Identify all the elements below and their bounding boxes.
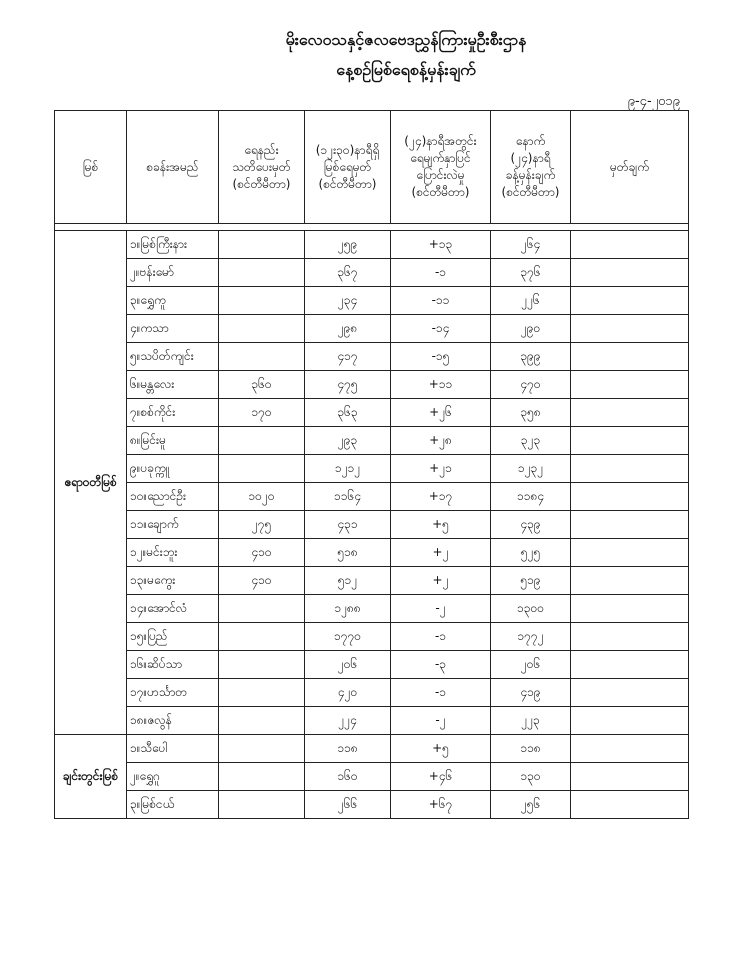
change-cell: +၂၆ xyxy=(391,399,491,427)
water-level-table xyxy=(54,110,689,819)
river-name: ချင်းတွင်းမြစ် xyxy=(55,735,127,819)
remark-cell xyxy=(571,455,689,483)
station-cell: ၂။ရွှေဂူ xyxy=(127,763,219,791)
col-station-header xyxy=(127,111,219,224)
forecast-cell: ၁၃၀၀ xyxy=(491,595,571,623)
remark-cell xyxy=(571,483,689,511)
forecast-cell: ၃၇၆ xyxy=(491,259,571,287)
change-cell: +၂ xyxy=(391,539,491,567)
change-cell: +၅ xyxy=(391,511,491,539)
remark-cell xyxy=(571,343,689,371)
level-cell: ၄၂၀ xyxy=(305,679,391,707)
table-row xyxy=(55,735,689,763)
station-cell: ၁၀။ညောင်ဦး xyxy=(127,483,219,511)
station-cell: ၁၁။ချောက် xyxy=(127,511,219,539)
level-cell: ၅၁၂ xyxy=(305,567,391,595)
level-cell: ၂၉၈ xyxy=(305,315,391,343)
change-cell: +၂၈ xyxy=(391,427,491,455)
warning-cell xyxy=(219,623,305,651)
change-cell: -၃ xyxy=(391,651,491,679)
remark-cell xyxy=(571,763,689,791)
warning-cell xyxy=(219,791,305,819)
level-cell: ၃၆၃ xyxy=(305,399,391,427)
remark-cell xyxy=(571,259,689,287)
table-row xyxy=(55,567,689,595)
header-text: (စင်တီမီတာ) xyxy=(501,185,560,199)
header-text: ခန့်မှန်းချက် xyxy=(505,168,556,182)
forecast-cell: ၂၉၀ xyxy=(491,315,571,343)
change-cell: +၅ xyxy=(391,735,491,763)
station-cell: ၅။သပိတ်ကျင်း xyxy=(127,343,219,371)
remark-cell xyxy=(571,287,689,315)
remark-cell xyxy=(571,315,689,343)
level-cell: ၂၆၆ xyxy=(305,791,391,819)
remark-cell xyxy=(571,399,689,427)
remark-cell xyxy=(571,371,689,399)
header-text: မြစ်ရေမှတ် xyxy=(323,159,372,174)
forecast-cell: ၃၉၉ xyxy=(491,343,571,371)
warning-cell xyxy=(219,455,305,483)
table-row xyxy=(55,595,689,623)
change-cell: -၁ xyxy=(391,259,491,287)
change-cell: -၁၅ xyxy=(391,343,491,371)
header-text: မှတ်ချက် xyxy=(610,159,649,174)
change-cell: -၂ xyxy=(391,707,491,735)
table-row xyxy=(55,343,689,371)
col-change-header xyxy=(391,111,491,224)
level-cell: ၃၆၇ xyxy=(305,259,391,287)
level-cell: ၂၃၄ xyxy=(305,287,391,315)
level-cell: ၂၅၉ xyxy=(305,231,391,259)
header-text: ပြောင်းလဲမှု xyxy=(416,168,465,182)
forecast-cell: ၅၂၅ xyxy=(491,539,571,567)
remark-cell xyxy=(571,791,689,819)
warning-cell: ၁၀၂၀ xyxy=(219,483,305,511)
station-cell: ၄။ကသာ xyxy=(127,315,219,343)
header-text: မြစ် xyxy=(82,159,99,174)
warning-cell: ၄၁၀ xyxy=(219,567,305,595)
table-row xyxy=(55,231,689,259)
station-cell: ၇။စစ်ကိုင်း xyxy=(127,399,219,427)
col-forecast-header xyxy=(491,111,571,224)
warning-cell xyxy=(219,707,305,735)
warning-cell: ၄၁၀ xyxy=(219,539,305,567)
remark-cell xyxy=(571,679,689,707)
station-cell: ၁၈။ဇလွန် xyxy=(127,707,219,735)
col-river-header xyxy=(55,111,127,224)
change-cell: -၂ xyxy=(391,595,491,623)
header-text: (စင်တီမီတာ) xyxy=(232,176,291,191)
header-text: သတိပေးမှတ် xyxy=(232,159,291,174)
station-cell: ၃။မြစ်ငယ် xyxy=(127,791,219,819)
warning-cell xyxy=(219,427,305,455)
station-cell: ၉။ပခုက္ကူ xyxy=(127,455,219,483)
forecast-cell: ၅၁၉ xyxy=(491,567,571,595)
table-row xyxy=(55,539,689,567)
level-cell: ၄၃၁ xyxy=(305,511,391,539)
change-cell: -၁ xyxy=(391,623,491,651)
station-cell: ၁၃။မကွေး xyxy=(127,567,219,595)
col-warning-header xyxy=(219,111,305,224)
col-remark-header xyxy=(571,111,689,224)
level-cell: ၂၂၄ xyxy=(305,707,391,735)
forecast-cell: ၁၁၈၄ xyxy=(491,483,571,511)
forecast-cell: ၄၁၉ xyxy=(491,679,571,707)
table-row xyxy=(55,511,689,539)
station-cell: ၁။သီပေါ xyxy=(127,735,219,763)
table-header-row xyxy=(55,111,689,224)
warning-cell xyxy=(219,595,305,623)
forecast-cell: ၂၀၆ xyxy=(491,651,571,679)
warning-cell xyxy=(219,651,305,679)
warning-cell xyxy=(219,343,305,371)
forecast-cell: ၄၃၉ xyxy=(491,511,571,539)
warning-cell xyxy=(219,287,305,315)
table-row xyxy=(55,763,689,791)
header-text: ရေမျက်နှာပြင် xyxy=(410,151,471,165)
warning-cell xyxy=(219,735,305,763)
level-cell: ၁၆၀ xyxy=(305,763,391,791)
level-cell: ၄၁၇ xyxy=(305,343,391,371)
warning-cell xyxy=(219,315,305,343)
remark-cell xyxy=(571,651,689,679)
header-text: စခန်းအမည် xyxy=(146,159,199,174)
report-date: ၉-၄-၂၀၁၉ xyxy=(627,94,680,109)
station-cell: ၁၅။ပြည် xyxy=(127,623,219,651)
remark-cell xyxy=(571,539,689,567)
change-cell: -၁၁ xyxy=(391,287,491,315)
warning-cell xyxy=(219,231,305,259)
col-level-header xyxy=(305,111,391,224)
station-cell: ၃။ရွှေကူ xyxy=(127,287,219,315)
forecast-cell: ၁၃၀ xyxy=(491,763,571,791)
station-cell: ၁၂။မင်းဘူး xyxy=(127,539,219,567)
forecast-cell: ၂၆၄ xyxy=(491,231,571,259)
remark-cell xyxy=(571,595,689,623)
table-row xyxy=(55,259,689,287)
forecast-cell: ၂၅၆ xyxy=(491,791,571,819)
table-row xyxy=(55,791,689,819)
header-text: ရေနည်း xyxy=(244,142,279,157)
station-cell: ၈။မြင်းမူ xyxy=(127,427,219,455)
header-text: (၁၂း၃၀)နာရီရှိ xyxy=(315,142,380,157)
table-row xyxy=(55,455,689,483)
level-cell: ၄၇၅ xyxy=(305,371,391,399)
forecast-cell: ၁၁၈ xyxy=(491,735,571,763)
change-cell: +၂၁ xyxy=(391,455,491,483)
warning-cell xyxy=(219,679,305,707)
station-cell: ၁၇။ဟင်္သာတ xyxy=(127,679,219,707)
header-text: (စင်တီမီတာ) xyxy=(318,176,377,191)
change-cell: -၁၄ xyxy=(391,315,491,343)
warning-cell: ၂၇၅ xyxy=(219,511,305,539)
level-cell: ၁၂၁၂ xyxy=(305,455,391,483)
header-text: (၂၄)နာရီ xyxy=(510,151,551,165)
change-cell: +၄၆ xyxy=(391,763,491,791)
table-row xyxy=(55,287,689,315)
level-cell: ၅၁၈ xyxy=(305,539,391,567)
change-cell: +၁၇ xyxy=(391,483,491,511)
level-cell: ၁၇၇၀ xyxy=(305,623,391,651)
warning-cell: ၃၆၀ xyxy=(219,371,305,399)
forecast-cell: ၁၂၃၂ xyxy=(491,455,571,483)
table-row xyxy=(55,399,689,427)
warning-cell xyxy=(219,763,305,791)
remark-cell xyxy=(571,427,689,455)
station-cell: ၂။ဗန်းမော် xyxy=(127,259,219,287)
warning-cell: ၁၇၀ xyxy=(219,399,305,427)
remark-cell xyxy=(571,231,689,259)
station-cell: ၆။မန္တလေး xyxy=(127,371,219,399)
level-cell: ၁၁၆၄ xyxy=(305,483,391,511)
level-cell: ၁၂၈၈ xyxy=(305,595,391,623)
table-row xyxy=(55,315,689,343)
level-cell: ၁၁၈ xyxy=(305,735,391,763)
table-row xyxy=(55,371,689,399)
remark-cell xyxy=(571,735,689,763)
station-cell: ၁။မြစ်ကြီးနား xyxy=(127,231,219,259)
table-row xyxy=(55,679,689,707)
document-subtitle: နေ့စဥ်မြစ်ရေစန့်မှန်းချက် xyxy=(336,60,476,79)
level-cell: ၂၉၃ xyxy=(305,427,391,455)
forecast-cell: ၂၂၃ xyxy=(491,707,571,735)
header-text: နောက် xyxy=(515,134,546,148)
table-row xyxy=(55,623,689,651)
change-cell: +၁၁ xyxy=(391,371,491,399)
table-row xyxy=(55,707,689,735)
remark-cell xyxy=(571,707,689,735)
document-title: မိုးလေဝသနှင့်ဇလဗေဒညွှန်ကြားမှုဦးစီးဌာန xyxy=(285,30,527,49)
remark-cell xyxy=(571,623,689,651)
forecast-cell: ၂၂၆ xyxy=(491,287,571,315)
station-cell: ၁၆။ဆိပ်သာ xyxy=(127,651,219,679)
remark-cell xyxy=(571,511,689,539)
forecast-cell: ၃၂၃ xyxy=(491,427,571,455)
remark-cell xyxy=(571,567,689,595)
table-row xyxy=(55,651,689,679)
change-cell: +၆၇ xyxy=(391,791,491,819)
table-row xyxy=(55,483,689,511)
forecast-cell: ၁၇၇၂ xyxy=(491,623,571,651)
river-name: ဧရာဝတီမြစ် xyxy=(55,231,127,735)
forecast-cell: ၃၅၈ xyxy=(491,399,571,427)
change-cell: +၁၃ xyxy=(391,231,491,259)
change-cell: -၁ xyxy=(391,679,491,707)
station-cell: ၁၄။အောင်လံ xyxy=(127,595,219,623)
change-cell: +၂ xyxy=(391,567,491,595)
header-text: (၂၄)နာရီအတွင်း xyxy=(404,134,477,148)
header-text: (စင်တီမီတာ) xyxy=(411,185,470,199)
level-cell: ၂၀၆ xyxy=(305,651,391,679)
forecast-cell: ၄၇၀ xyxy=(491,371,571,399)
table-row xyxy=(55,427,689,455)
warning-cell xyxy=(219,259,305,287)
